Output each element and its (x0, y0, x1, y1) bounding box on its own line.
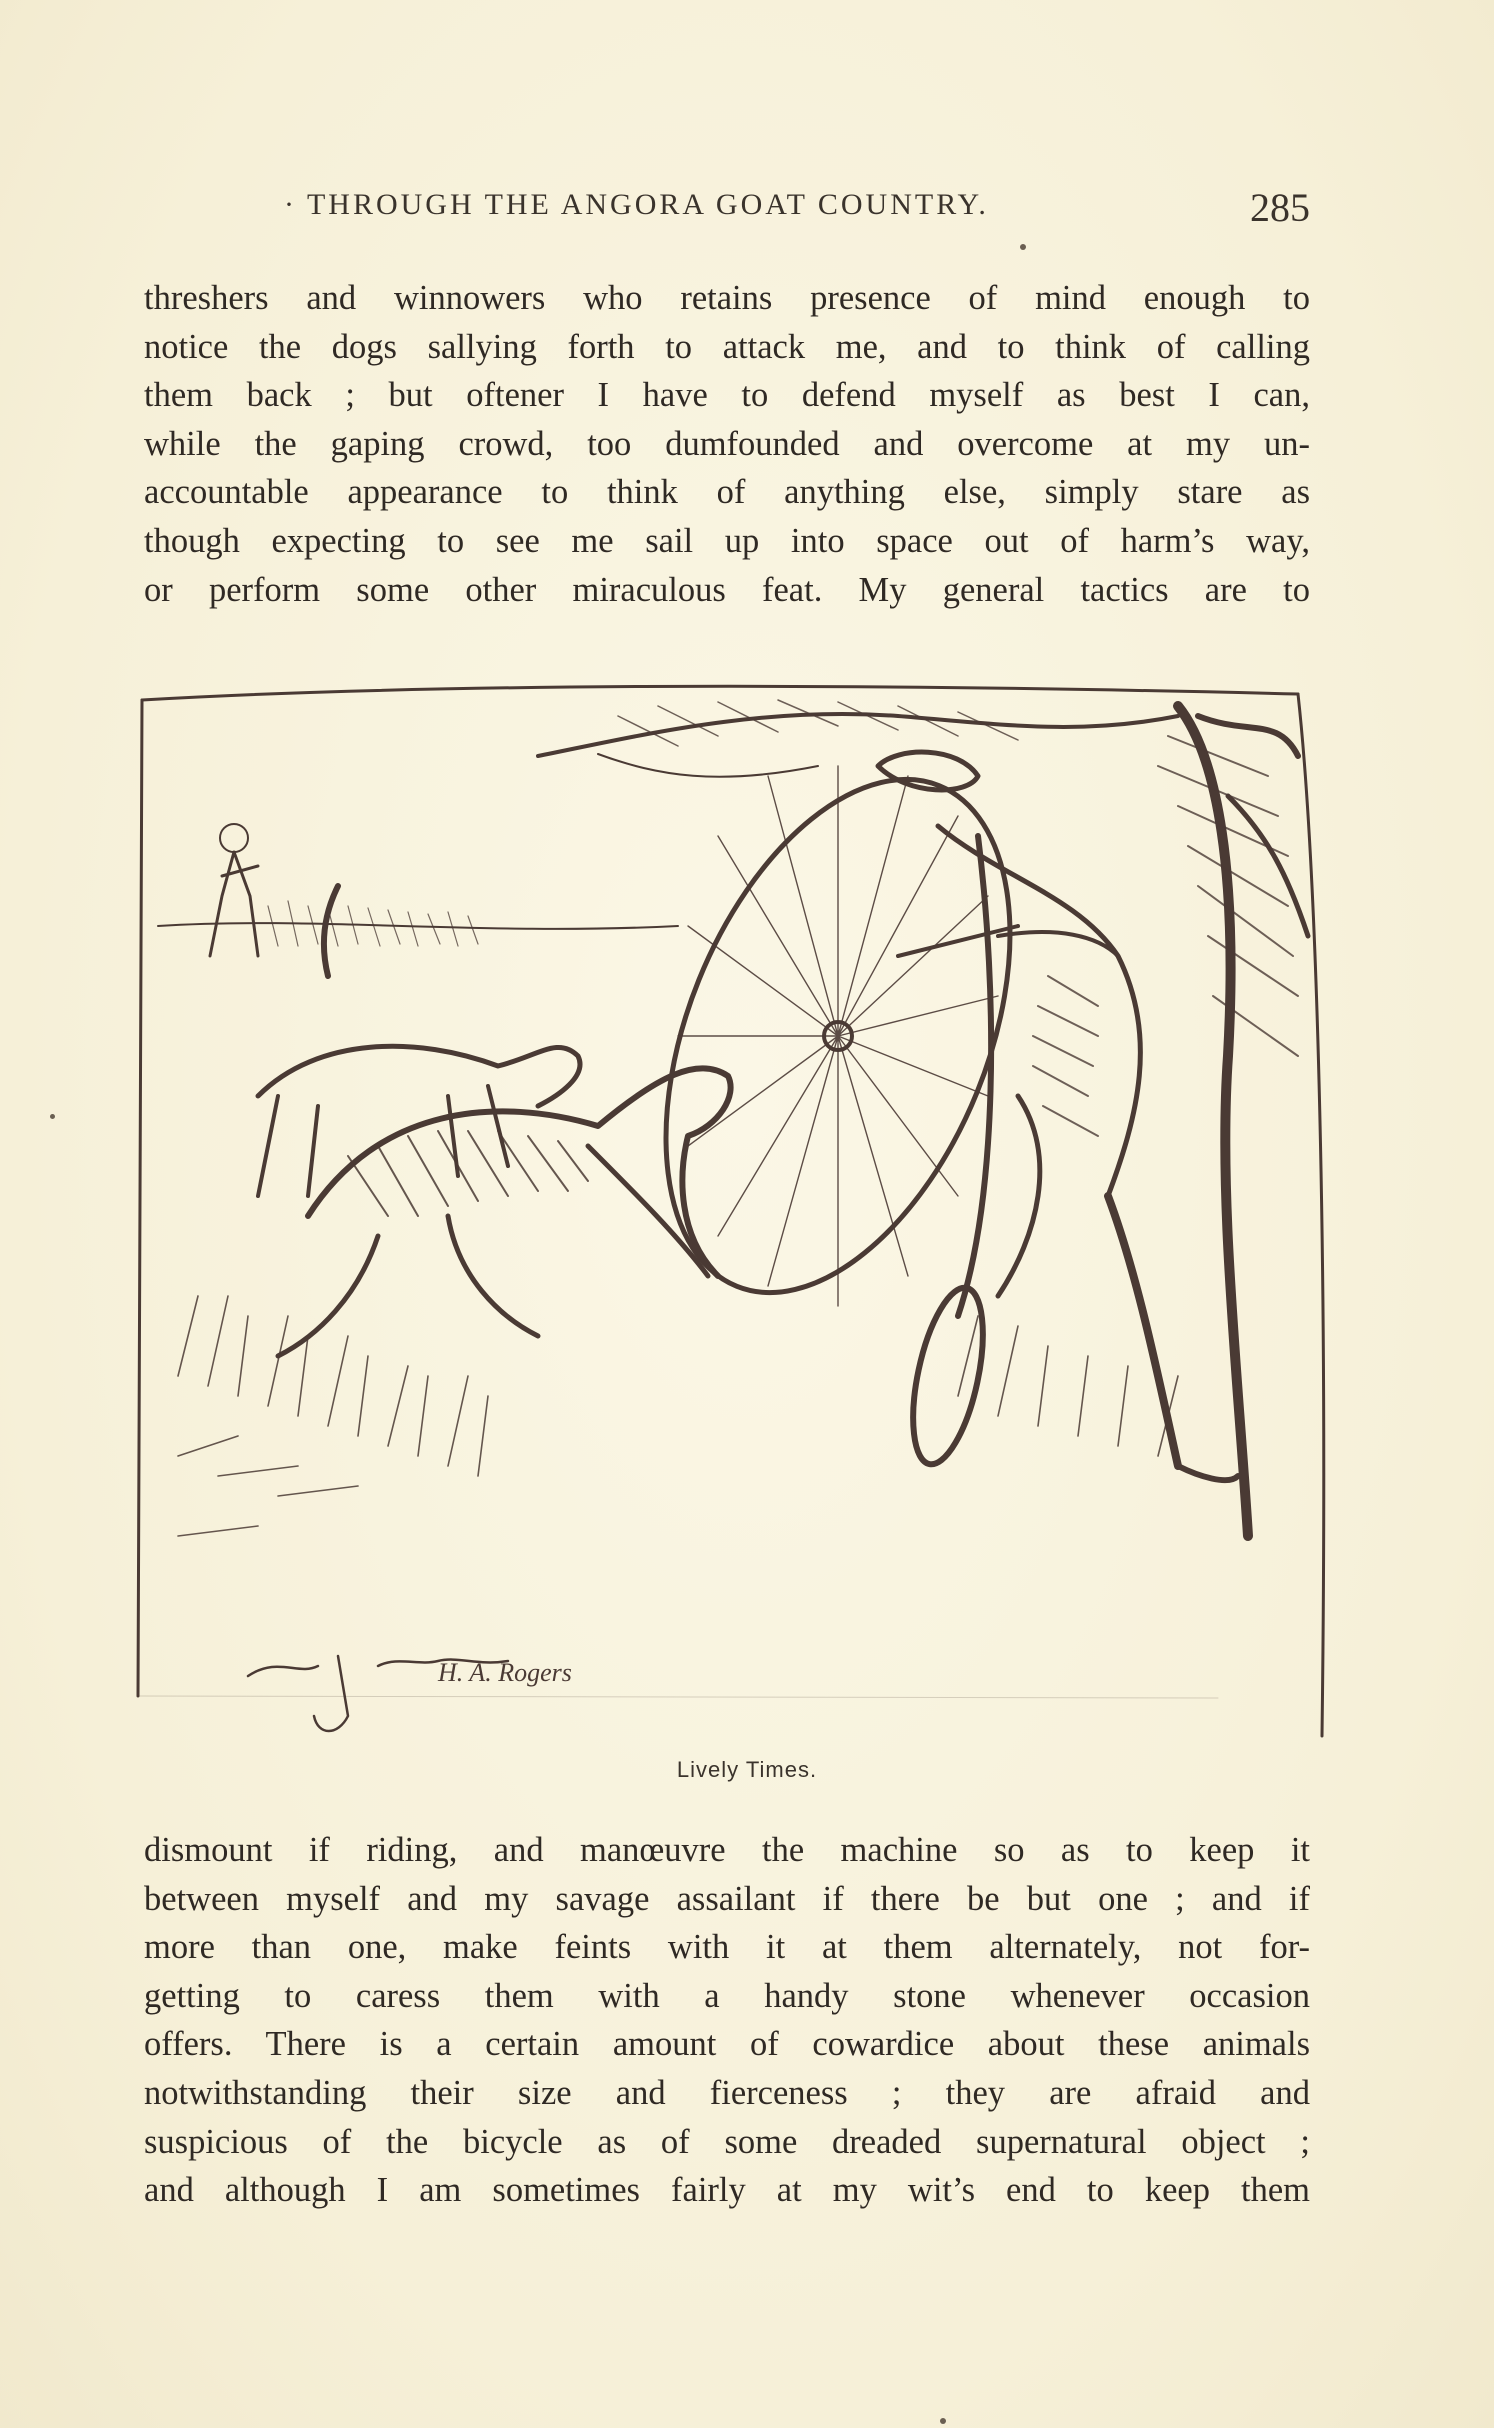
body-text-bottom (144, 1826, 1310, 2215)
text-line: though expecting to see me sail up into space out of harm’s way, (144, 521, 1310, 560)
illustration-lively-times (118, 676, 1342, 1746)
text-line: them back ; but oftener I have to defend myself as best I can, (144, 376, 1310, 415)
paper-speck (940, 2418, 946, 2424)
running-head (284, 185, 1310, 238)
running-title: · THROUGH THE ANGORA GOAT COUNTRY. (284, 188, 989, 221)
engraving-drawing (118, 676, 1342, 1746)
paper-speck (1020, 244, 1026, 250)
body-text-top (144, 274, 1310, 614)
paper-speck (50, 1114, 55, 1119)
text-line: suspicious of the bicycle as of some dreaded supernatural object ; (144, 2122, 1310, 2161)
text-line: notice the dogs sallying forth to attack me, and to think of calling (144, 327, 1310, 366)
illustration-signature: H. A. Rogers (438, 1658, 572, 1687)
text-line: accountable appearance to think of anything else, simply stare as (144, 473, 1310, 512)
text-line: notwithstanding their size and fierceness ; they are afraid and (144, 2073, 1310, 2112)
text-line: offers. There is a certain amount of cowardice about these animals (144, 2025, 1310, 2064)
text-line: getting to caress them with a handy stone whenever occasion (144, 1976, 1310, 2015)
text-line: and although I am sometimes fairly at my wit’s end to keep them (144, 2171, 1310, 2210)
text-line: threshers and winnowers who retains presence of mind enough to (144, 279, 1310, 317)
illustration-caption: Lively Times. (676, 1757, 818, 1782)
text-line: or perform some other miraculous feat. My general tactics are to (144, 570, 1310, 609)
text-line: between myself and my savage assailant if there be but one ; and if (144, 1879, 1310, 1918)
text-line: while the gaping crowd, too dumfounded and overcome at my un- (144, 424, 1310, 463)
page-number: 285 (1250, 185, 1310, 230)
text-line: more than one, make feints with it at them alternately, not for- (144, 1928, 1310, 1967)
text-line: dismount if riding, and manœuvre the machine so as to keep it (144, 1831, 1310, 1869)
